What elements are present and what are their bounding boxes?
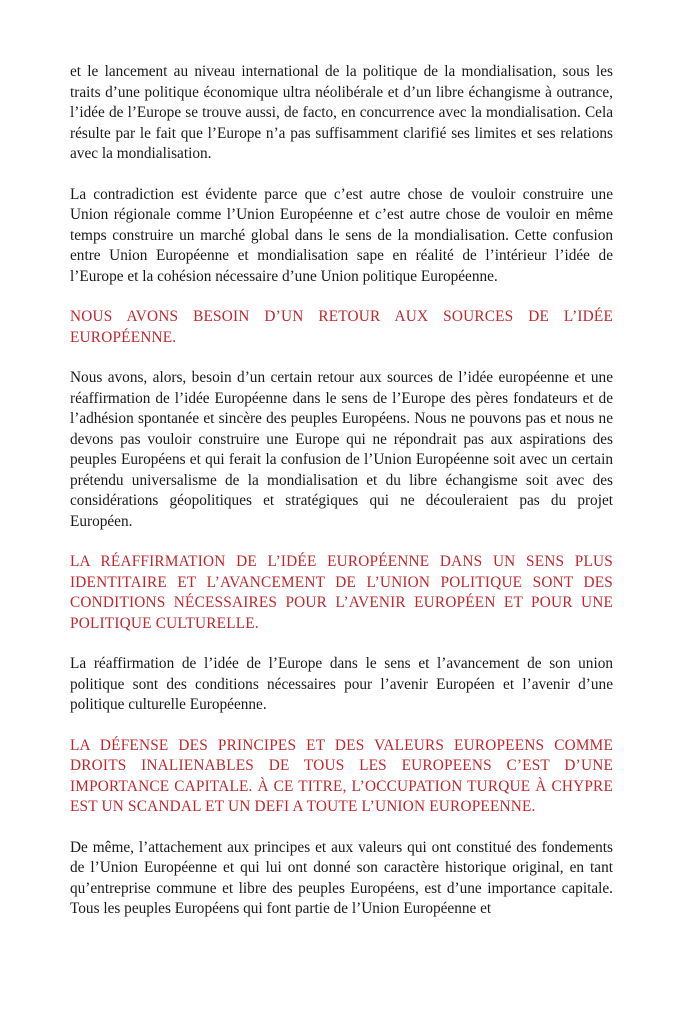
paragraph-mondialisation-intro: et le lancement au niveau international de la politique de la mondialisation, sous les traits d’une politique économique ultra néolibérale et d’un libre échangisme à outrance, l’idée de l’Europe se trouve aussi, de facto, en concurrence avec la mondialisation. Cela résulte par le fait que l’Europe n’a pas suffisamment clarifié ses limites et ses relations avec la mondialisation. bbox=[70, 63, 613, 162]
document-page bbox=[70, 62, 613, 940]
paragraph-attachement-aux-principes: De même, l’attachement aux principes et aux valeurs qui ont constitué des fondements de l’Union Européenne et qui lui ont donné son caractère historique original, en tant qu’entreprise commune et libre des peuples Européens, est d’une importance capitale. Tous les peuples Européens qui font partie de l’Union Européenne et bbox=[70, 838, 613, 917]
paragraph-contradiction: La contradiction est évidente parce que c’est autre chose de vouloir construire une Union régionale comme l’Union Européenne et c’est autre chose de vouloir en même temps construire un marché global dans le sens de la mondialisation. Cette confusion entre Union Européenne et mondialisation sape en réalité de l’intérieur l’idée de l’Europe et la cohésion nécessaire d’une Union politique Européenne. bbox=[70, 185, 613, 285]
heading-retour-aux-sources: NOUS AVONS BESOIN D’UN RETOUR AUX SOURCES DE L’IDÉE EUROPÉENNE. bbox=[70, 308, 613, 346]
heading-reaffirmation: LA RÉAFFIRMATION DE L’IDÉE EUROPÉENNE DANS UN SENS PLUS IDENTITAIRE ET L’AVANCEMENT DE L’UNION POLITIQUE SONT DES CONDITIONS NÉCESSAIRES POUR L’AVENIR EUROPÉEN ET POUR UNE POLITIQUE CULTURELLE. bbox=[70, 553, 613, 632]
paragraph-retour-aux-sources: Nous avons, alors, besoin d’un certain retour aux sources de l’idée européenne et une réaffirmation de l’idée Européenne dans le sens de l’Europe des pères fondateurs et de l’adhésion spontanée et sincère des peuples Européens. Nous ne pouvons pas et nous ne devons pas vouloir construire une Europe qui ne répondrait pas aux aspirations des peuples Européens et qui ferait la confusion de l’Union Européenne soit avec un certain prétendu universalisme de la mondialisation et du libre échangisme soit avec des considérations géopolitiques et stratégiques qui ne découleraient pas du projet Européen. bbox=[70, 369, 613, 530]
heading-defense-des-principes: LA DÉFENSE DES PRINCIPES ET DES VALEURS EUROPEENS COMME DROITS INALIENABLES DE TOUS LES EUROPEENS C’EST D’UNE IMPORTANCE CAPITALE. À CE TITRE, L’OCCUPATION TURQUE À CHYPRE EST UN SCANDAL ET UN DEFI A TOUTE L’UNION EUROPEENNE. bbox=[70, 736, 613, 815]
paragraph-reaffirmation: La réaffirmation de l’idée de l’Europe dans le sens et l’avancement de son union politique sont des conditions nécessaires pour l’avenir Européen et l’avenir d’une politique culturelle Européenne. bbox=[70, 655, 613, 713]
